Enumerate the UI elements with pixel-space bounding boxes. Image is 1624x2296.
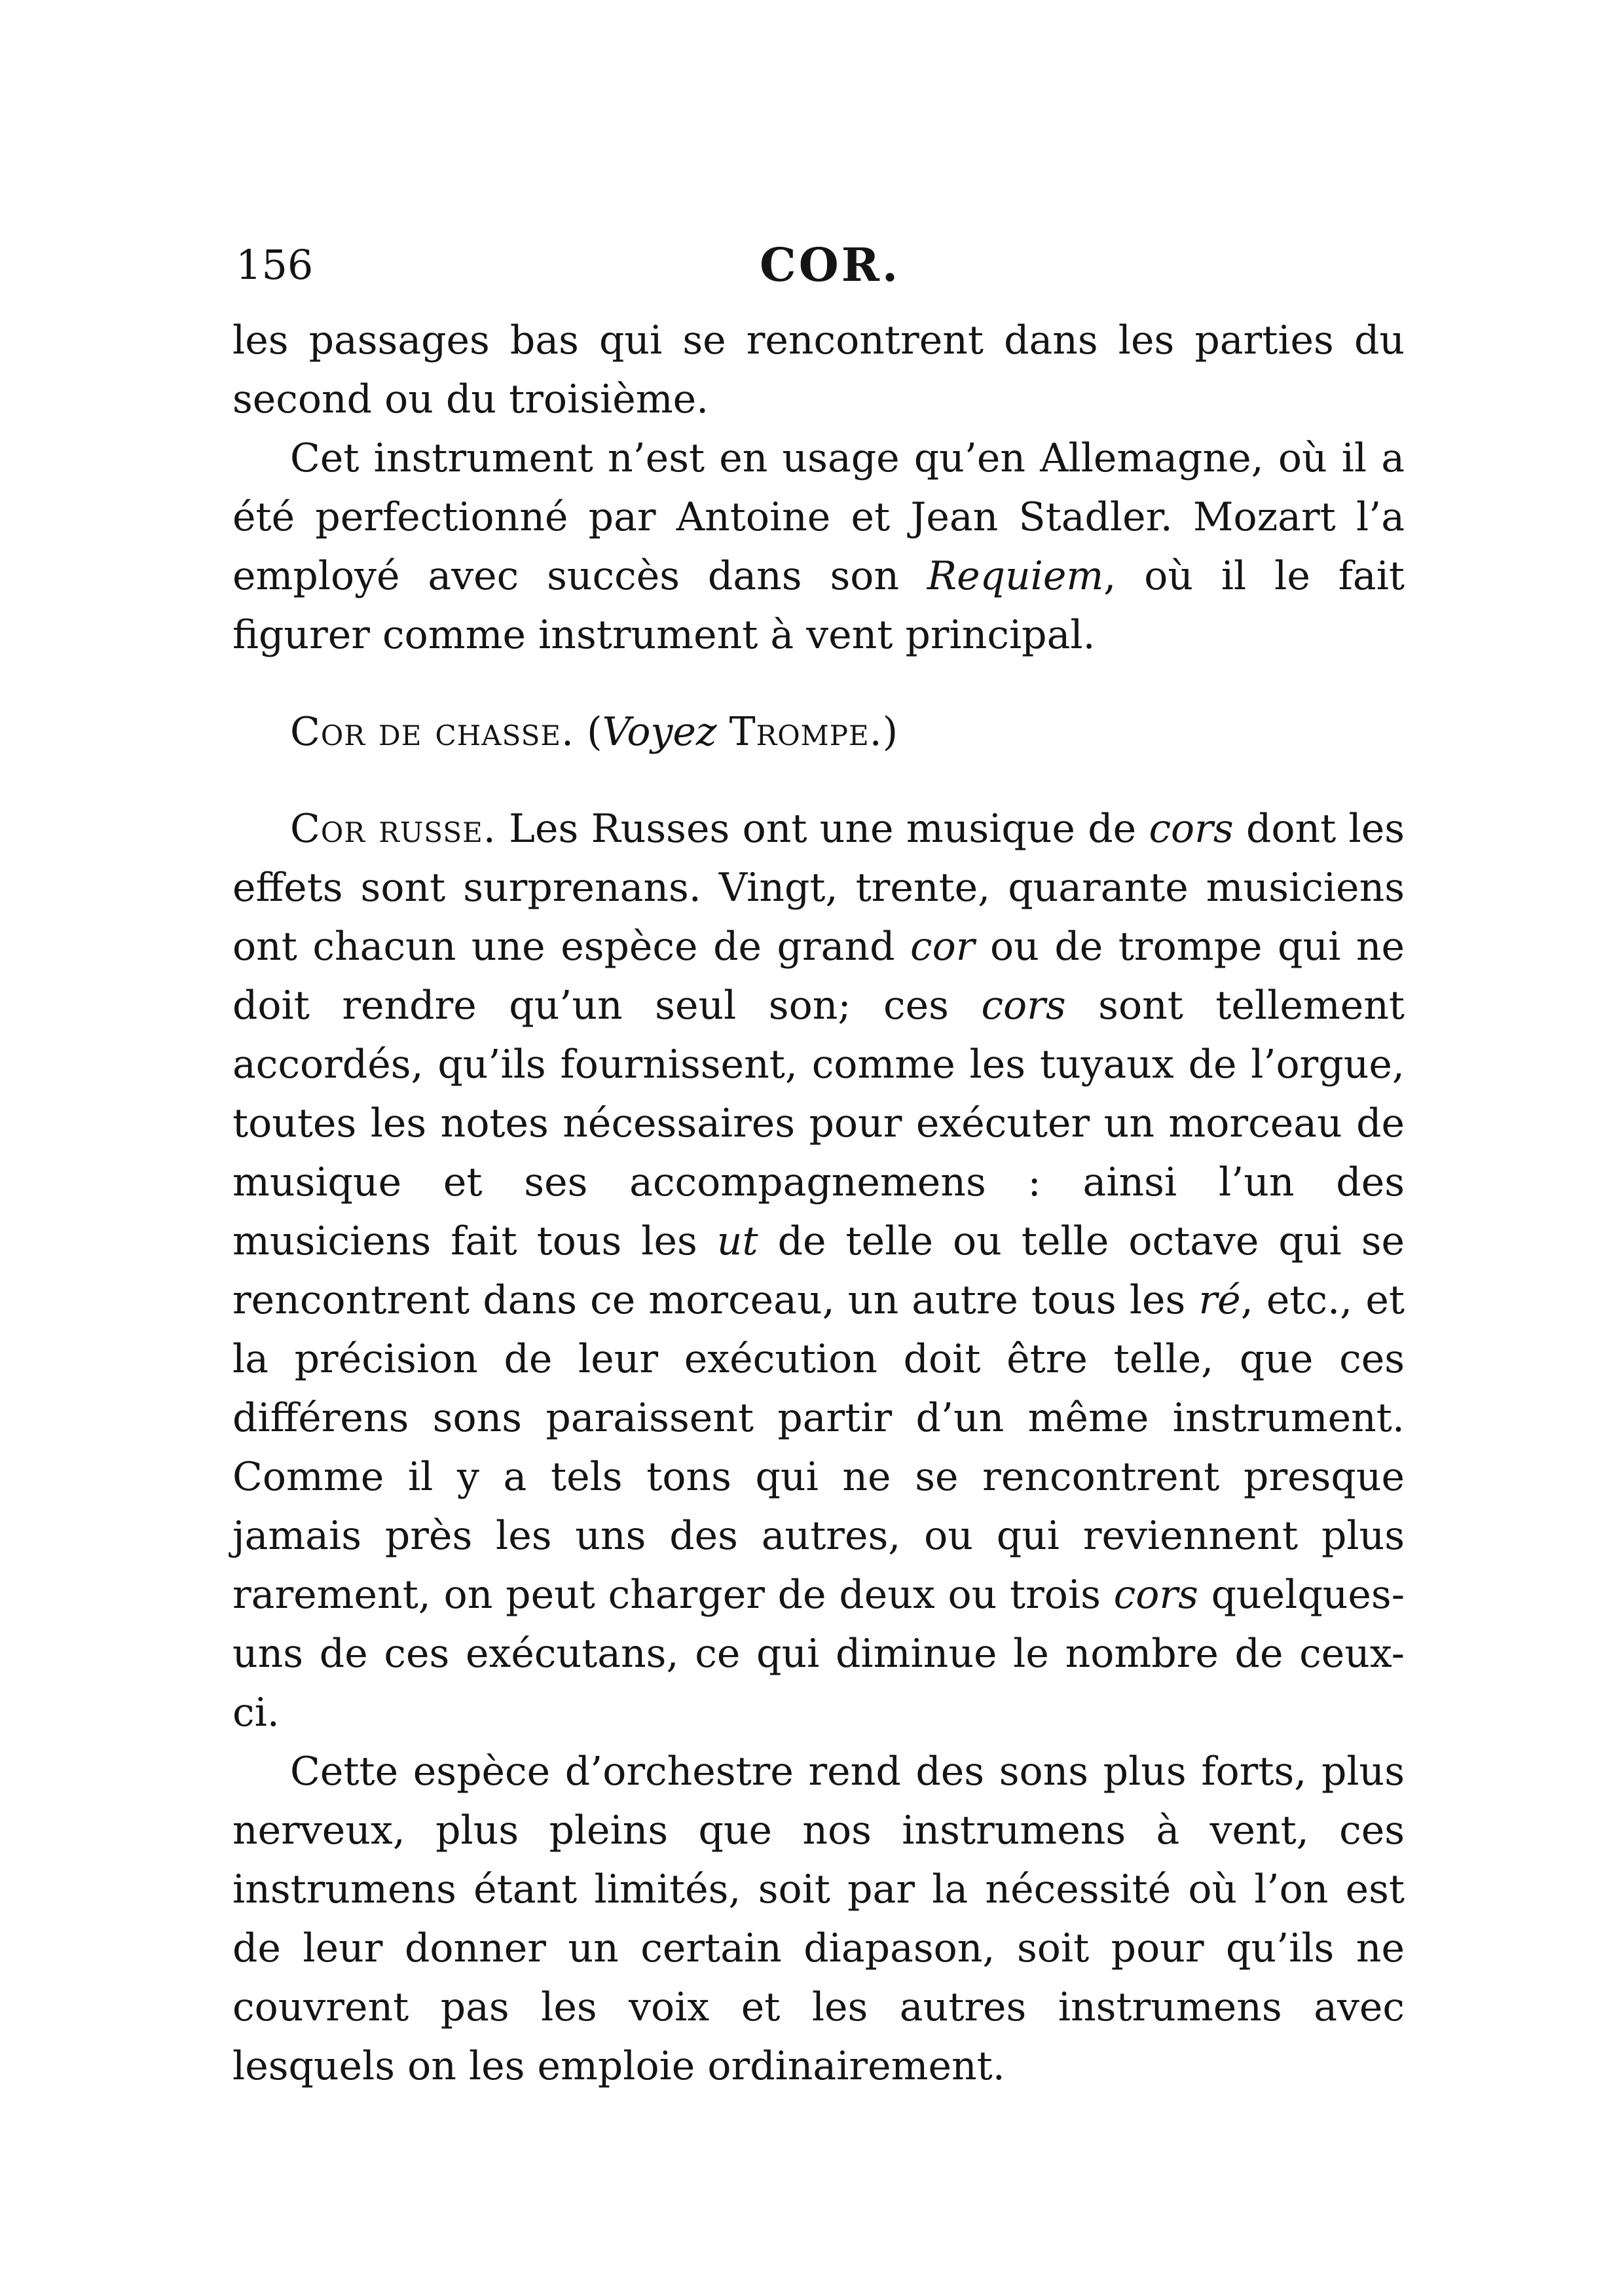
paragraph-gap	[232, 665, 1405, 702]
running-head: COR.	[760, 238, 901, 292]
italic-word: ré	[1198, 1277, 1241, 1323]
cross-reference: Trompe.	[729, 709, 883, 755]
italic-word: cor	[910, 924, 975, 970]
page-number: 156	[236, 241, 314, 289]
italic-title: Requiem	[927, 553, 1104, 599]
italic-word: cors	[1149, 806, 1234, 852]
page-header	[236, 226, 1401, 304]
entry-heading: Cor de chasse.	[290, 709, 575, 755]
text-run: )	[882, 709, 898, 755]
italic-word: ut	[716, 1218, 758, 1264]
text-run: , etc., et la précision de leur exécution doit être telle, que ces différens sons paraissent partir d’un même instrument. Comme il y a tels tons qui ne se rencontrent presque jamais près les uns des autres, ou qui reviennent plus rarement, on peut charger de deux ou trois	[232, 1277, 1405, 1618]
entry-cor-de-chasse	[232, 702, 1405, 761]
italic-word: cors	[1113, 1572, 1198, 1618]
text-run: , où il le fait figurer comme instrument à vent principal.	[232, 553, 1405, 658]
text-run: (	[574, 709, 602, 755]
paragraph-orchestre: Cette espèce d’orchestre rend des sons plus forts, plus nerveux, plus pleins que nos instrumens à vent, ces instrumens étant limités, soit par la nécessité où l’on est de leur donner un certain diapason, soit pour qu’ils ne couvrent pas les voix et les autres instrumens avec lesquels on les emploie ordinairement.	[232, 1749, 1405, 2089]
text-run: dont les effets sont surprenans. Vingt, trente, quarante musiciens ont chacun une espèce de grand	[232, 806, 1405, 970]
italic-word: cors	[981, 983, 1066, 1029]
italic-word: Voyez	[602, 709, 717, 755]
text-run: de telle ou telle octave qui se rencontrent dans ce morceau, un autre tous les	[232, 1218, 1405, 1323]
entry-heading: Cor russe.	[290, 806, 496, 852]
paragraph-stadler	[232, 429, 1405, 665]
body-text	[232, 311, 1405, 2096]
entry-cor-russe	[232, 799, 1405, 1742]
text-run: Cet instrument n’est en usage qu’en Allemagne, où il a été perfectionné par Antoine et Jean Stadler. Mozart l’a employé avec succès dans son	[232, 435, 1405, 599]
text-run: sont tellement accordés, qu’ils fournissent, comme les tuyaux de l’orgue, toutes les notes nécessaires pour exécuter un morceau de musique et ses accompagnemens : ainsi l’un des musiciens fait tous les	[232, 983, 1405, 1264]
paragraph-continuation: les passages bas qui se rencontrent dans les parties du second ou du troisième.	[232, 318, 1405, 422]
paragraph-gap	[232, 761, 1405, 799]
text-run: Les Russes ont une musique de	[496, 806, 1149, 852]
text-run: ou de trompe qui ne doit rendre qu’un seul son; ces	[232, 924, 1405, 1029]
text-run: quelques-uns de ces exécutans, ce qui diminue le nombre de ceux-ci.	[232, 1572, 1405, 1736]
